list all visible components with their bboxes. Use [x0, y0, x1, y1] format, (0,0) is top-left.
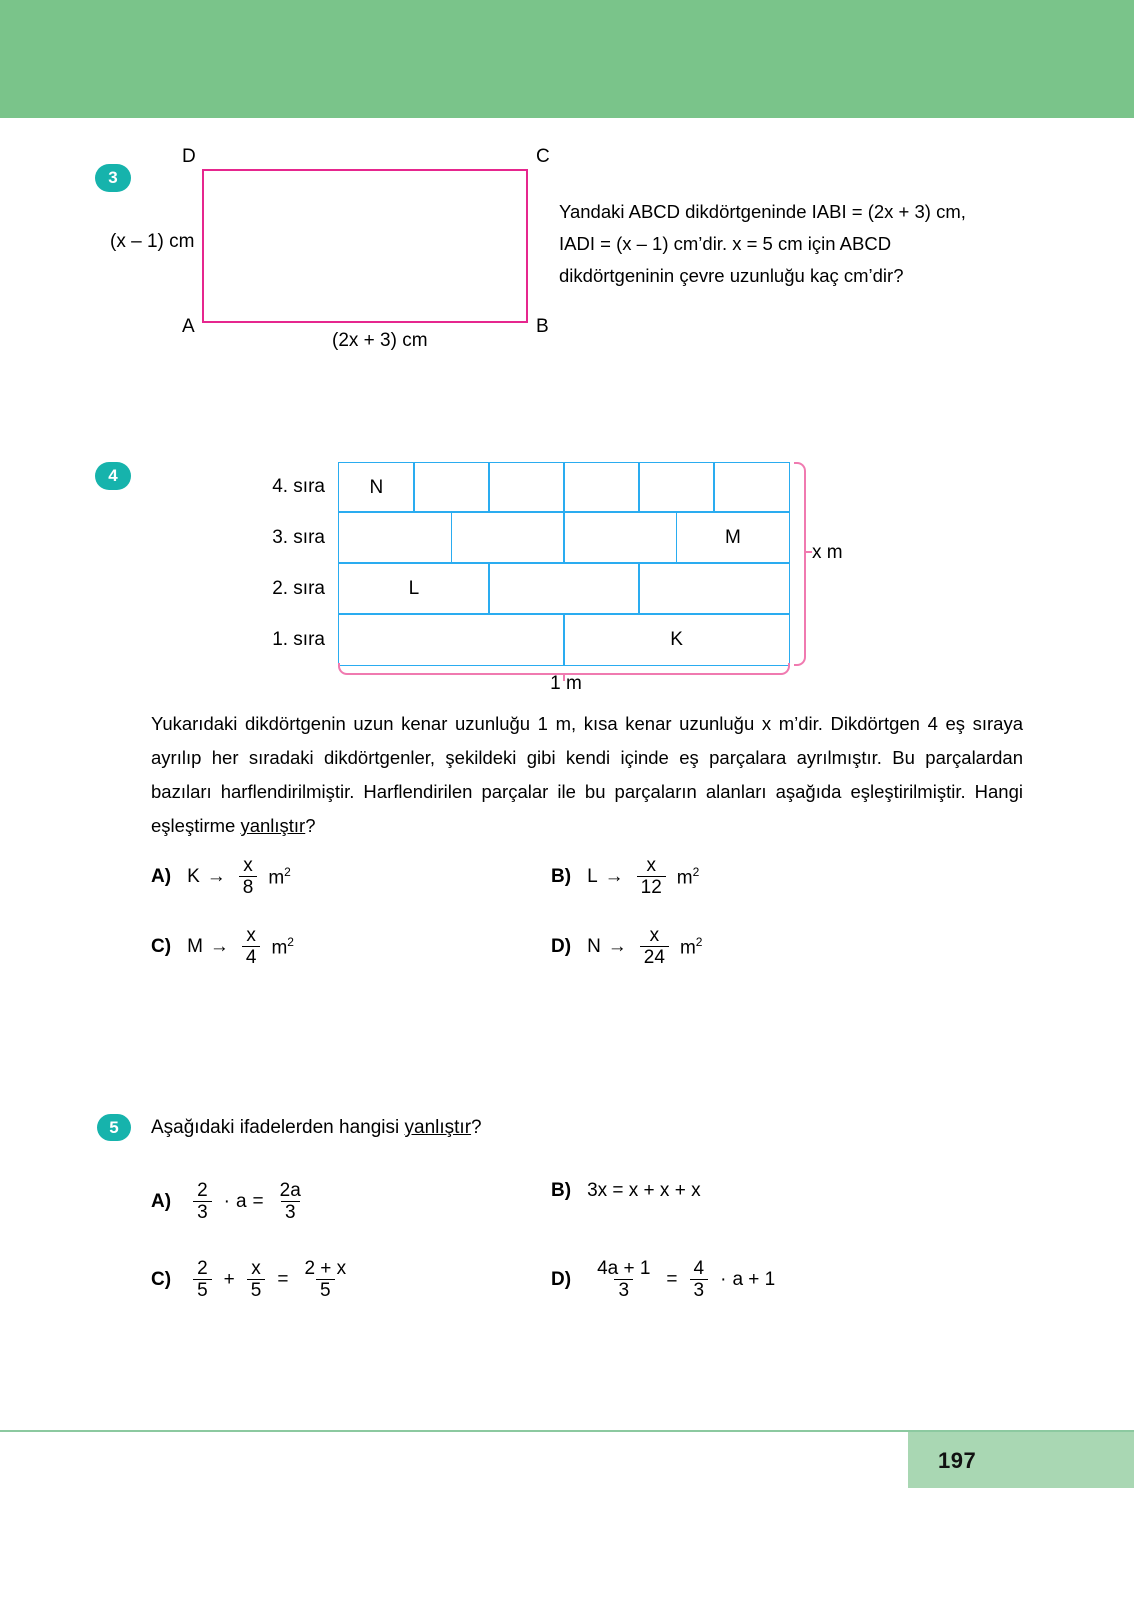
fraction-denominator: 3 — [614, 1279, 633, 1301]
fraction-numerator: x — [646, 855, 656, 876]
header-band — [0, 0, 1134, 118]
brick-cell — [338, 511, 452, 564]
q5-stem-emphasis: yanlıştır — [404, 1117, 472, 1138]
page-number: 197 — [938, 1448, 977, 1473]
fraction — [193, 1180, 212, 1224]
brick-cell — [563, 511, 677, 564]
fraction — [242, 925, 261, 969]
brick-row-tag-2: 2. sıra — [272, 578, 325, 599]
q5-option-d[interactable] — [551, 1258, 775, 1302]
multiply-operator: · — [720, 1268, 727, 1290]
fraction-numerator: 2a — [279, 1180, 301, 1201]
brick-cell — [338, 462, 415, 513]
unit-text: m — [679, 936, 696, 958]
question-4-paragraph — [151, 707, 1023, 843]
brick-cell — [488, 462, 565, 513]
option-body — [587, 925, 702, 969]
fraction — [637, 855, 666, 899]
option-body — [587, 1180, 701, 1202]
brick-cell — [676, 511, 790, 564]
vertex-label-b: B — [536, 316, 549, 337]
fraction-numerator: x — [251, 1258, 261, 1279]
fraction — [300, 1258, 350, 1302]
arrow-right-icon: → — [607, 935, 627, 957]
unit-text: m — [268, 866, 285, 888]
fraction-numerator: x — [246, 925, 256, 946]
unit-exponent: 2 — [692, 864, 700, 879]
option-letter: C) — [151, 1268, 172, 1290]
option-letter: A) — [151, 865, 172, 887]
option-body — [187, 855, 291, 899]
unit-exponent: 2 — [695, 934, 703, 949]
q5-stem-tail: ? — [471, 1117, 482, 1138]
q4-option-b[interactable] — [551, 855, 699, 899]
question-5-stem — [151, 1117, 482, 1139]
fraction — [239, 855, 258, 899]
expression-text: 3x = x + x + x — [587, 1180, 701, 1201]
expression-tail: a + 1 — [732, 1268, 776, 1290]
option-letter: D) — [551, 1268, 572, 1290]
height-dimension-label: x m — [812, 542, 843, 563]
rectangle-abcd-figure — [202, 169, 528, 323]
brick-label-k: K — [670, 628, 683, 650]
brick-cell — [563, 462, 640, 513]
q4-paragraph-emphasis: yanlıştır — [240, 815, 306, 836]
brick-cell — [713, 462, 790, 513]
brick-cell — [488, 562, 640, 615]
arrow-right-icon: → — [209, 935, 229, 957]
fraction-numerator: 2 — [197, 1180, 208, 1201]
vertex-label-c: C — [536, 146, 550, 167]
option-piece: K — [187, 865, 200, 887]
height-brace-nub — [805, 551, 812, 553]
equals-operator: = — [277, 1268, 289, 1290]
fraction-numerator: 4 — [693, 1258, 705, 1279]
brick-row-tag-1: 1. sıra — [272, 629, 325, 650]
q5-stem-main: Aşağıdaki ifadelerden hangisi — [151, 1117, 405, 1138]
fraction-denominator: 3 — [281, 1201, 300, 1223]
option-letter: A) — [151, 1190, 172, 1212]
fraction-numerator: x — [243, 855, 253, 876]
question-3-prompt: Yandaki ABCD dikdörtgeninde IABI = (2x + 3) cm, IADI = (x – 1) cm’dir. x = 5 cm için ABCD dikdörtgeninin çevre uzunluğu kaç cm’dir? — [559, 201, 966, 286]
fraction — [593, 1258, 654, 1302]
q5-option-b[interactable] — [551, 1180, 701, 1202]
fraction — [247, 1258, 266, 1302]
brick-cell — [451, 511, 565, 564]
option-body — [187, 1180, 311, 1224]
q4-option-d[interactable] — [551, 925, 702, 969]
q5-option-a[interactable] — [151, 1180, 311, 1224]
brick-row-tag-3: 3. sıra — [272, 527, 325, 548]
arrow-right-icon: → — [604, 865, 624, 887]
unit-label — [271, 935, 294, 959]
vertex-label-d: D — [182, 146, 196, 167]
fraction-numerator: 2 + x — [304, 1258, 347, 1279]
fraction-denominator: 3 — [690, 1279, 709, 1301]
question-number-4: 4 — [95, 462, 131, 490]
height-brace — [794, 462, 806, 666]
variable-a: a — [235, 1190, 247, 1212]
brick-cell — [338, 562, 490, 615]
option-body — [187, 925, 294, 969]
equals-operator: = — [666, 1268, 678, 1290]
brick-row — [338, 615, 790, 666]
brick-label-n: N — [369, 476, 384, 498]
fraction — [690, 1258, 709, 1302]
rectangle-left-side-label: (x – 1) cm — [110, 231, 195, 252]
vertex-label-a: A — [182, 316, 195, 337]
q5-option-c[interactable] — [151, 1258, 356, 1302]
option-piece: M — [187, 935, 203, 957]
brick-row — [338, 513, 790, 564]
unit-exponent: 2 — [287, 934, 294, 949]
q4-paragraph-tail: ? — [305, 815, 316, 836]
q4-option-c[interactable] — [151, 925, 294, 969]
multiply-operator: · — [223, 1190, 230, 1212]
equals-operator: = — [252, 1190, 264, 1212]
brick-cell — [563, 613, 790, 666]
option-letter: D) — [551, 935, 572, 957]
unit-label — [268, 865, 291, 889]
fraction-denominator: 5 — [316, 1279, 335, 1301]
fraction-numerator: x — [649, 925, 660, 946]
brick-label-l: L — [408, 577, 420, 599]
unit-label — [680, 935, 703, 959]
brick-cell — [338, 613, 565, 666]
rectangle-bottom-side-label: (2x + 3) cm — [332, 330, 428, 351]
q4-option-a[interactable] — [151, 855, 291, 899]
brick-cell — [638, 562, 790, 615]
brick-wall-diagram — [338, 462, 790, 666]
plus-operator: + — [223, 1268, 235, 1290]
brick-cell — [413, 462, 490, 513]
question-number-3: 3 — [95, 164, 131, 192]
unit-exponent: 2 — [284, 864, 291, 879]
fraction — [193, 1258, 212, 1302]
unit-text: m — [271, 936, 288, 958]
page-number-box — [908, 1432, 1134, 1488]
fraction-numerator: 4a + 1 — [597, 1258, 651, 1279]
arrow-right-icon: → — [206, 865, 226, 887]
option-body — [587, 855, 699, 899]
option-piece: N — [587, 935, 601, 957]
width-dimension-label: 1 m — [550, 673, 582, 694]
brick-cell — [638, 462, 715, 513]
fraction-numerator: 2 — [197, 1258, 208, 1279]
fraction-denominator: 4 — [242, 946, 261, 968]
brick-label-m: M — [725, 526, 741, 548]
fraction — [640, 925, 669, 969]
fraction-denominator: 24 — [640, 946, 669, 968]
unit-label — [677, 865, 700, 889]
option-body — [587, 1258, 775, 1302]
fraction-denominator: 12 — [637, 876, 666, 898]
unit-text: m — [676, 866, 693, 888]
option-letter: B) — [551, 865, 572, 887]
brick-row-tag-4: 4. sıra — [272, 476, 325, 497]
question-number-5: 5 — [97, 1114, 131, 1141]
fraction-denominator: 8 — [239, 876, 258, 898]
option-letter: C) — [151, 935, 172, 957]
option-piece: L — [587, 865, 598, 887]
fraction — [276, 1180, 305, 1224]
option-body — [187, 1258, 356, 1302]
q4-paragraph-main: Yukarıdaki dikdörtgenin uzun kenar uzunluğu 1 m, kısa kenar uzunluğu x m’dir. Dikdörtgen 4 eş sıraya ayrılıp her sıradaki dikdörtgenler, şekildeki gibi kendi içinde eş parçalara ayrılmıştır. Bu parçalardan bazıları harflendirilmiştir. Harflendirilen parçalar ile bu parçaların alanları aşağıda eşleştirilmiştir. Hangi eşleştirme — [151, 713, 1023, 836]
fraction-denominator: 5 — [193, 1279, 212, 1301]
fraction-denominator: 5 — [247, 1279, 266, 1301]
brick-row — [338, 462, 790, 513]
brick-row — [338, 564, 790, 615]
option-letter: B) — [551, 1180, 572, 1201]
fraction-denominator: 3 — [193, 1201, 212, 1223]
